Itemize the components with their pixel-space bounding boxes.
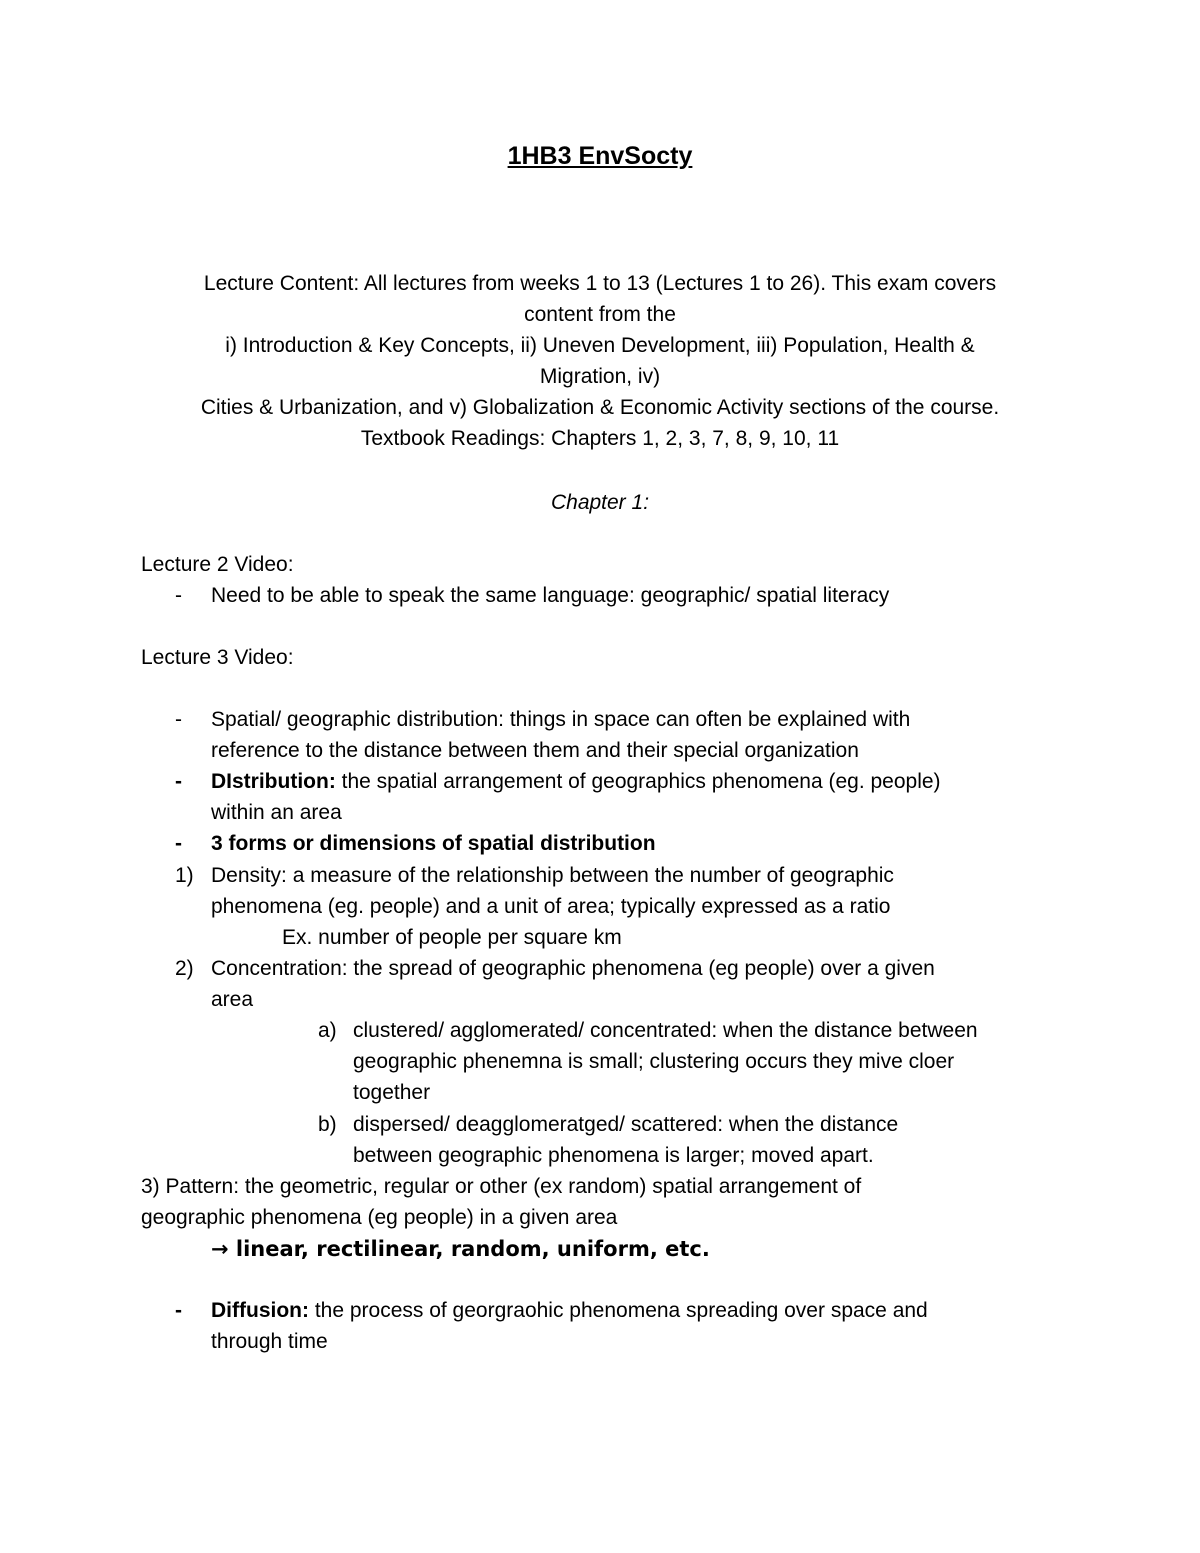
bullet-dash: - <box>175 708 182 731</box>
intro-line: Cities & Urbanization, and v) Globalization & Economic Activity sections of the course. <box>200 396 1000 419</box>
intro-line: Lecture Content: All lectures from weeks 1 to 13 (Lectures 1 to 26). This exam covers <box>203 272 997 295</box>
list-item: Density: a measure of the relationship between the number of geographic <box>211 864 894 887</box>
sub-item: dispersed/ deagglomeratged/ scattered: when the distance <box>353 1113 899 1136</box>
bullet-dash: - <box>175 584 182 607</box>
lecture3-heading: Lecture 3 Video: <box>141 646 294 669</box>
intro-line: i) Introduction & Key Concepts, ii) Uneven Development, iii) Population, Health & <box>225 334 975 357</box>
list-item <box>211 1295 928 1326</box>
intro-line: Textbook Readings: Chapters 1, 2, 3, 7, 8, 9, 10, 11 <box>360 427 840 450</box>
term-diffusion: Diffusion: <box>211 1299 309 1322</box>
example-text: Ex. number of people per square km <box>282 926 622 949</box>
sub-item: geographic phenemna is small; clustering occurs they mive cloer <box>353 1050 955 1073</box>
sub-item: clustered/ agglomerated/ concentrated: when the distance between <box>353 1019 978 1042</box>
list-item: area <box>211 988 254 1011</box>
lecture2-heading: Lecture 2 Video: <box>141 553 294 576</box>
pattern-line: geographic phenomena (eg people) in a given area <box>141 1206 618 1229</box>
list-item: Concentration: the spread of geographic phenomena (eg people) over a given <box>211 957 935 980</box>
bullet-dash: - <box>175 770 182 793</box>
list-item <box>211 766 941 797</box>
forms-heading: 3 forms or dimensions of spatial distribution <box>211 832 656 855</box>
list-item: through time <box>211 1330 328 1353</box>
pattern-types: → linear, rectilinear, random, uniform, etc. <box>211 1237 710 1261</box>
bullet-dash: - <box>175 1299 182 1322</box>
intro-line: Migration, iv) <box>539 365 661 388</box>
sub-item: together <box>353 1081 431 1104</box>
bullet-dash: - <box>175 832 182 855</box>
item-number: 2) <box>175 957 194 980</box>
intro-line: content from the <box>524 303 676 326</box>
term-distribution: DIstribution: <box>211 770 336 793</box>
definition-text: the spatial arrangement of geographics phenomena (eg. people) <box>335 770 941 793</box>
sub-item-letter: b) <box>318 1113 337 1136</box>
list-item: reference to the distance between them and their special organization <box>211 739 859 762</box>
definition-text: the process of georgraohic phenomena spreading over space and <box>308 1299 928 1322</box>
document-title: 1HB3 EnvSocty <box>507 142 693 170</box>
list-item: Spatial/ geographic distribution: things in space can often be explained with <box>211 708 911 731</box>
item-number: 1) <box>175 864 194 887</box>
sub-item: between geographic phenomena is larger; moved apart. <box>353 1144 874 1167</box>
sub-item-letter: a) <box>318 1019 337 1042</box>
list-item: within an area <box>211 801 342 824</box>
chapter-heading: Chapter 1: <box>550 491 650 514</box>
list-item: phenomena (eg. people) and a unit of area; typically expressed as a ratio <box>211 895 891 918</box>
pattern-line: 3) Pattern: the geometric, regular or other (ex random) spatial arrangement of <box>141 1175 862 1198</box>
list-item: Need to be able to speak the same language: geographic/ spatial literacy <box>211 584 890 607</box>
